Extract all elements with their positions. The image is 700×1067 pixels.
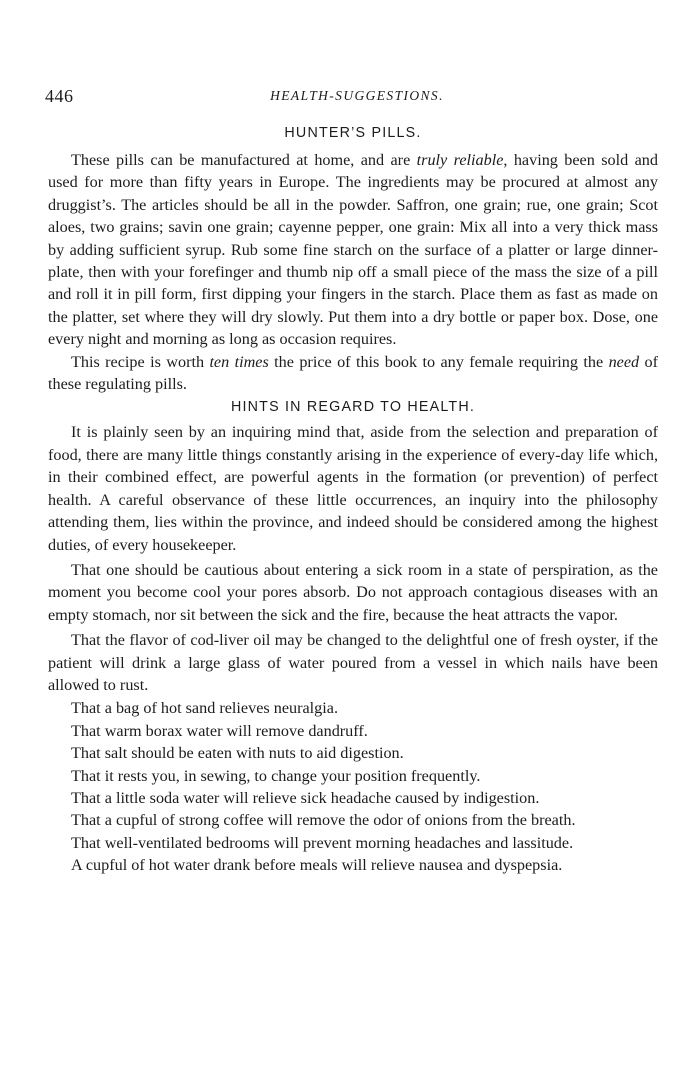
list-item: That well-ventilated bedrooms will prevent morning headaches and lassitude. — [71, 833, 574, 852]
running-head — [45, 86, 658, 110]
text-run: These pills can be manufactured at home, and are — [71, 151, 417, 169]
emphasis-text: ten times — [209, 352, 269, 371]
list-item: That warm borax water will remove dandruff. — [71, 721, 368, 740]
list-item: That a little soda water will relieve sick headache caused by indigestion. — [71, 788, 540, 807]
emphasis-text: need — [608, 352, 640, 371]
list-item: That salt should be eaten with nuts to aid digestion. — [71, 744, 404, 763]
section-heading-hunters-pills: HUNTER’S PILLS. — [284, 125, 422, 141]
running-title: HEALTH-SUGGESTIONS. — [270, 88, 444, 103]
emphasis-text: truly reliable — [416, 151, 504, 169]
section-heading-hints-health: HINTS IN REGARD TO HEALTH. — [230, 399, 476, 416]
list-item: That a bag of hot sand relieves neuralgia. — [71, 699, 338, 718]
paragraph-recipe-worth — [48, 351, 658, 396]
text-run: , having been sold and used for more than fifty years in Europe. The ingredients may be procured at almost any druggist’s. The articles should be all in the powder. Saffron, one grain; rue, one grain; Scot aloes, two grains; savin one grain; cayenne pepper, one grain: Mix all into a very thick mass by adding sufficient syrup. Rub some fine starch on the surface of a platter or large dinner-plate, then with your forefinger and thumb nip off a small piece of the mass the size of a pill and roll it in pill form, first dipping your fingers in the starch. Place them as fast as made on the platter, set where they will dry slowly. Put them into a dry bottle or paper box. Dose, one every night and morning as long as occasion requires. — [48, 151, 658, 349]
paragraph-hints-intro: It is plainly seen by an inquiring mind that, aside from the selection and preparation of food, there are many little things constantly arising in the experience of every-day life which, in their combined effect, are powerful agents in the formation (or prevention) of perfect health. A careful observance of these little occurrences, an inquiry into the philosophy attending them, lies within the province, and indeed should be considered among the highest duties, of every housekeeper. — [48, 423, 658, 554]
health-tips-list — [48, 697, 658, 876]
list-item: A cupful of hot water drank before meals will relieve nausea and dyspepsia. — [71, 856, 563, 875]
text-run: the price of this book to any female requiring the — [268, 352, 609, 371]
text-run: This recipe is worth — [71, 352, 210, 371]
text-run: of these regulating pills. — [48, 352, 658, 394]
book-page — [45, 86, 658, 877]
list-item: That a cupful of strong coffee will remove the odor of onions from the breath. — [71, 811, 576, 830]
list-item: That it rests you, in sewing, to change your position frequently. — [71, 766, 481, 785]
paragraph-cod-liver-oil: That the flavor of cod-liver oil may be changed to the delightful one of fresh oyster, if the patient will drink a large glass of water poured from a vessel in which nails have been allowed to rust. — [48, 631, 658, 694]
paragraph-hunters-pills-recipe — [48, 149, 658, 351]
page-number: 446 — [45, 86, 74, 106]
paragraph-sick-room: That one should be cautious about entering a sick room in a state of perspiration, as the moment you become cool your pores absorb. Do not approach contagious diseases with an empty stomach, nor sit between the sick and the fire, because the heat attracts the vapor. — [48, 560, 658, 624]
